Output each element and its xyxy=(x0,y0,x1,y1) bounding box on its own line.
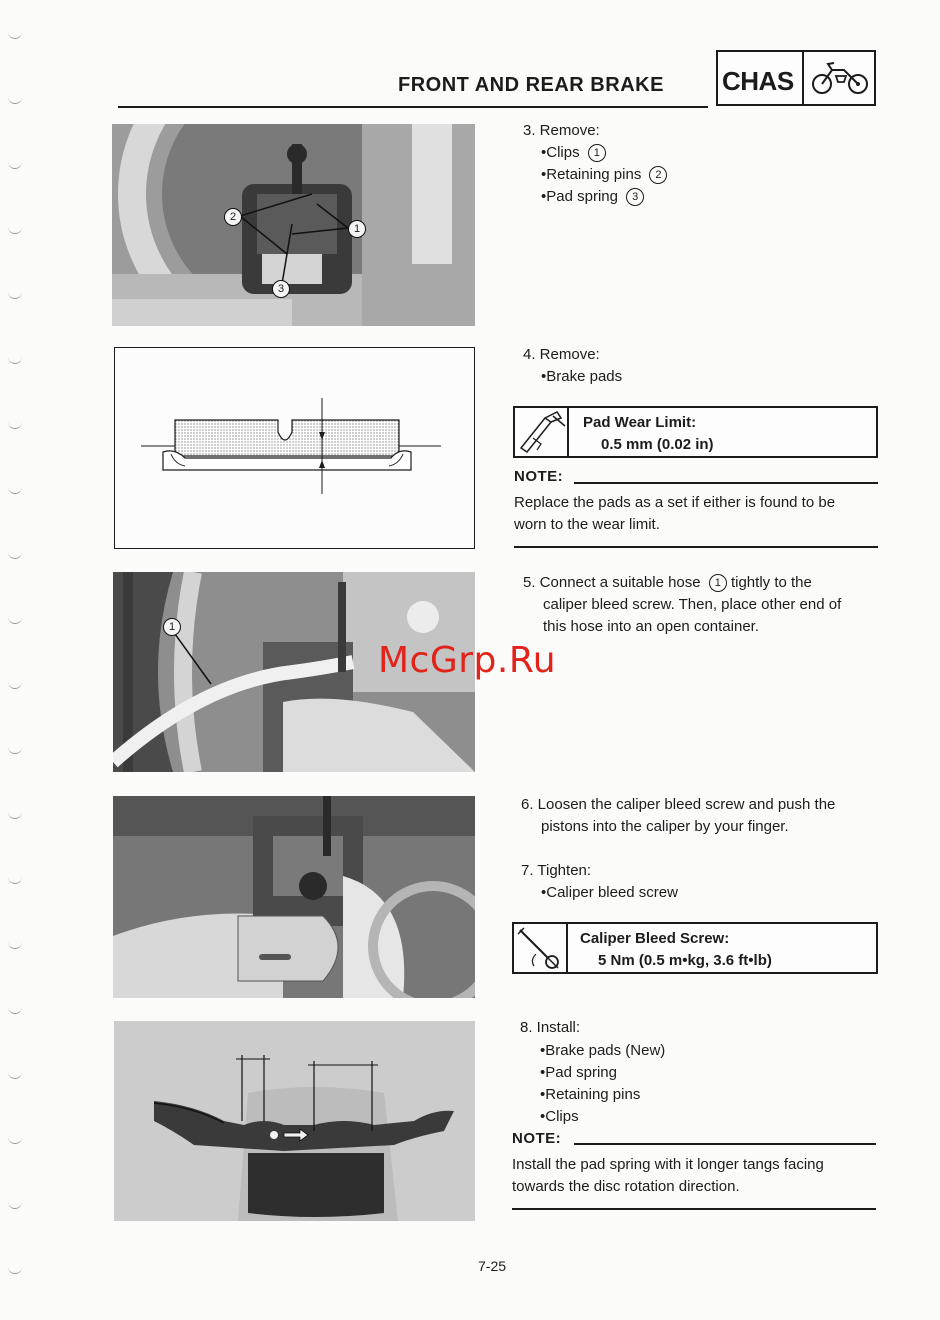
caliper-gauge-icon xyxy=(515,408,567,456)
bleed-screw-value: 5 Nm (0.5 m•kg, 3.6 ft•lb) xyxy=(598,952,772,969)
step-4-item-pads: •Brake pads xyxy=(541,368,623,385)
pad-wear-diagram xyxy=(114,347,475,549)
step-3-item-clips: •Clips 1 xyxy=(541,142,606,164)
callout-3: 3 xyxy=(272,280,290,298)
step-3-item-pins: •Retaining pins 2 xyxy=(541,164,667,186)
step-5-line-3: this hose into an open container. xyxy=(543,618,759,635)
step-8-heading: 8. Install: xyxy=(520,1019,581,1036)
page-title: FRONT AND REAR BRAKE xyxy=(398,74,664,96)
step-6-line-1: 6. Loosen the caliper bleed screw and push the xyxy=(521,796,836,813)
motorcycle-icon xyxy=(810,58,870,98)
step-5-line-2: caliper bleed screw. Then, place other end of xyxy=(543,596,842,613)
callout-1: 1 xyxy=(163,618,181,636)
section-code: CHAS xyxy=(722,66,794,96)
step-8-item-clips: •Clips xyxy=(540,1108,579,1125)
callout-1: 1 xyxy=(348,220,366,238)
note-2-label: NOTE: xyxy=(512,1130,562,1147)
torque-wrench-icon xyxy=(514,924,566,972)
step-8-item-pins: •Retaining pins xyxy=(540,1086,641,1103)
note-2-line-2: towards the disc rotation direction. xyxy=(512,1178,740,1195)
pad-spring-photo xyxy=(114,1021,475,1221)
step-7-heading: 7. Tighten: xyxy=(521,862,592,879)
step-8-item-pads: •Brake pads (New) xyxy=(540,1042,666,1059)
step-8-item-spring: •Pad spring xyxy=(540,1064,617,1081)
bleed-screw-torque-box xyxy=(512,922,878,974)
watermark-text: McGrp.Ru xyxy=(378,640,557,681)
step-4-heading: 4. Remove: xyxy=(523,346,600,363)
header-rule xyxy=(118,106,708,108)
note-1-line-2: worn to the wear limit. xyxy=(514,516,660,533)
binding-margin xyxy=(0,0,30,1320)
pad-wear-spec-value: 0.5 mm (0.02 in) xyxy=(601,436,714,453)
step-6-line-2: pistons into the caliper by your finger. xyxy=(541,818,789,835)
section-badge xyxy=(716,50,876,106)
push-pistons-photo xyxy=(113,796,475,998)
note-2-line-1: Install the pad spring with it longer tangs facing xyxy=(512,1156,824,1173)
callout-2: 2 xyxy=(224,208,242,226)
page-number: 7-25 xyxy=(478,1258,507,1274)
step-3-heading: 3. Remove: xyxy=(523,122,600,139)
bleed-screw-title: Caliper Bleed Screw: xyxy=(580,930,730,947)
pad-wear-spec-box xyxy=(513,406,878,458)
step-7-item-bleed-screw: •Caliper bleed screw xyxy=(541,884,678,901)
note-1-label: NOTE: xyxy=(514,468,564,485)
pad-wear-spec-title: Pad Wear Limit: xyxy=(583,414,697,431)
caliper-clips-photo xyxy=(112,124,475,326)
step-3-item-spring: •Pad spring 3 xyxy=(541,186,644,208)
step-5-line-1: 5. Connect a suitable hose 1 tightly to the xyxy=(523,574,812,591)
note-1-line-1: Replace the pads as a set if either is found to be xyxy=(514,494,836,511)
